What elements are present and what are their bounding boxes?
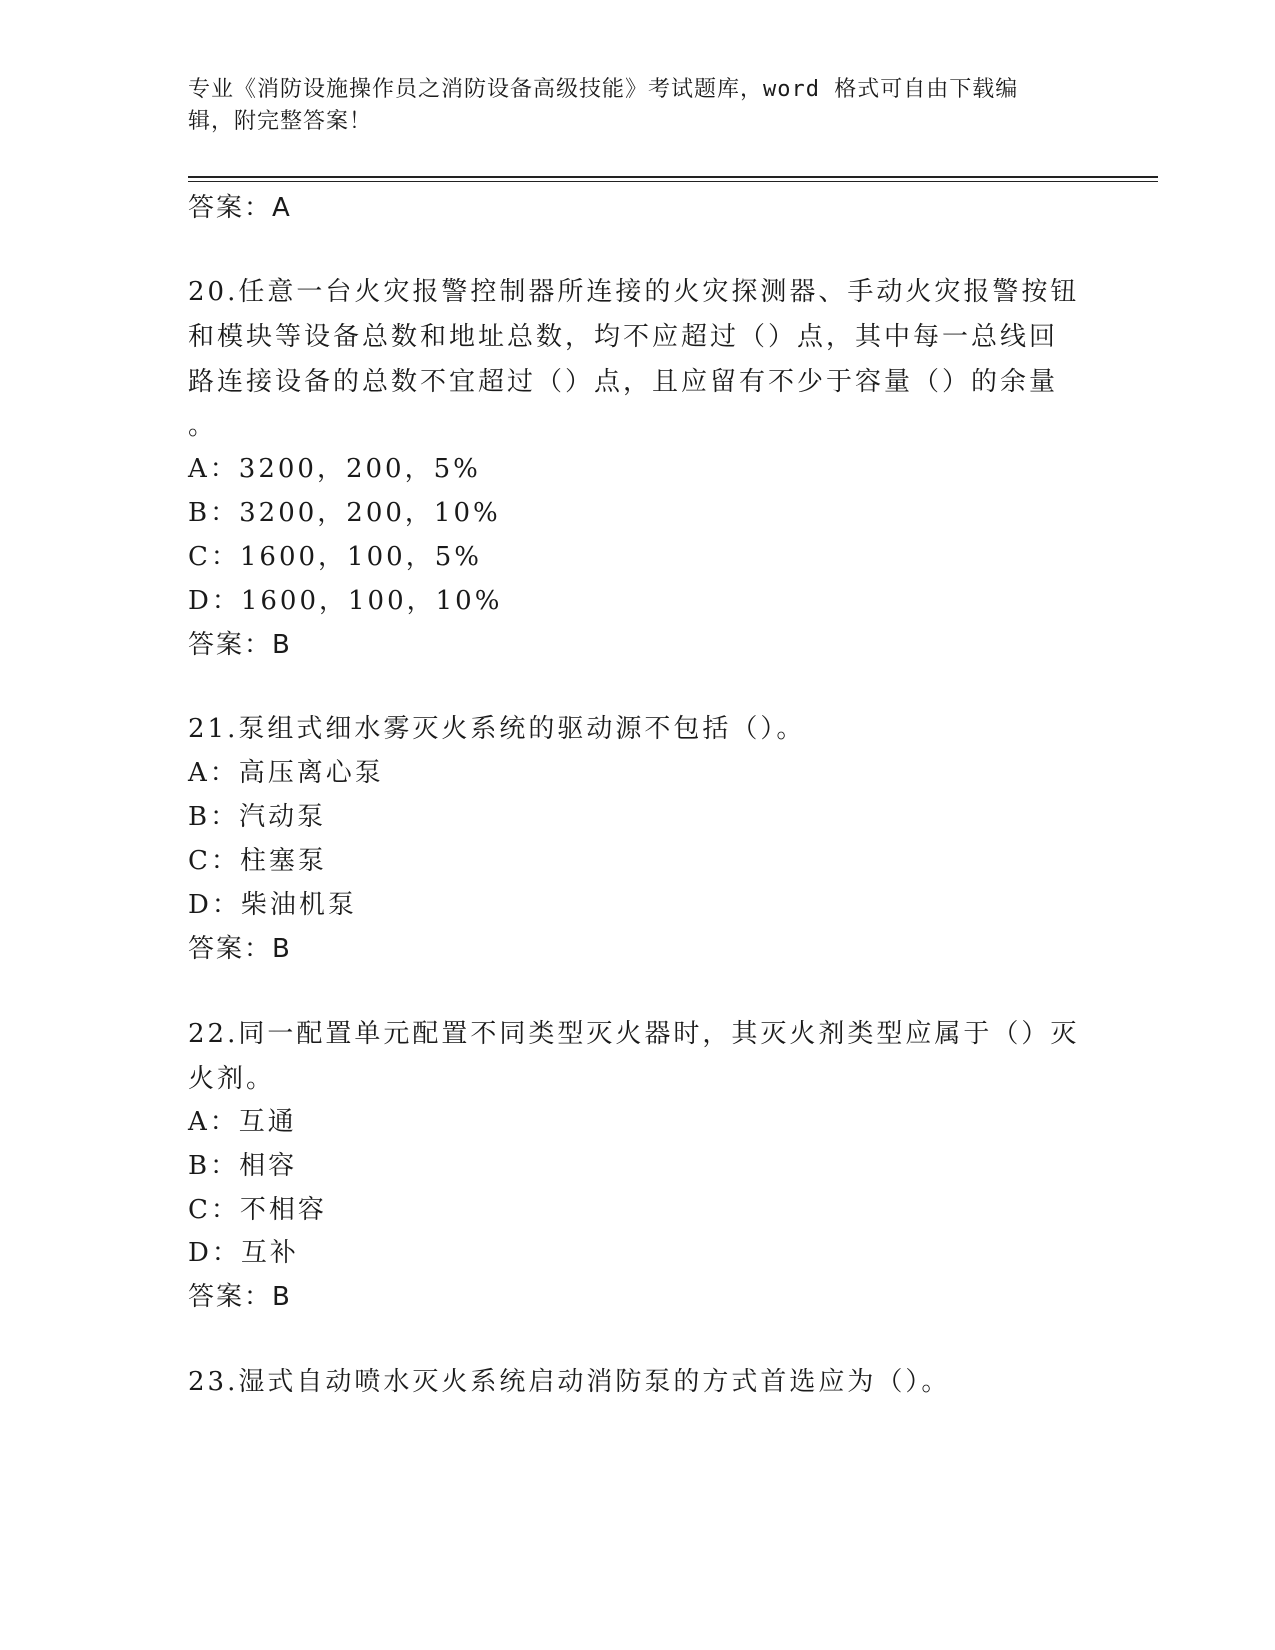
question-21-option-c: C：柱塞泵	[188, 846, 327, 876]
header-note	[188, 74, 1068, 138]
question-23-text-line-1: 23.湿式自动喷水灭火系统启动消防泵的方式首选应为（）。	[188, 1367, 951, 1397]
question-21-text-line-1: 21.泵组式细水雾灭火系统的驱动源不包括（）。	[188, 714, 806, 744]
question-22-option-b: B：相容	[188, 1151, 298, 1181]
question-20-text-line-3: 路连接设备的总数不宜超过（）点，且应留有不少于容量（）的余量	[188, 367, 1059, 397]
question-22-answer: 答案：B	[188, 1282, 292, 1312]
header-divider-thin	[188, 181, 1158, 182]
answer-previous: 答案：A	[188, 193, 292, 223]
question-22-text-line-2: 火剂。	[188, 1064, 276, 1094]
question-20-option-b: B：3200，200，10%	[188, 498, 501, 528]
question-20-text-line-2: 和模块等设备总数和地址总数，均不应超过（）点，其中每一总线回	[188, 322, 1059, 352]
header-note-line-1: 专业《消防设施操作员之消防设备高级技能》考试题库，word 格式可自由下载编	[188, 77, 1019, 102]
question-20-option-c: C：1600，100，5%	[188, 542, 482, 572]
question-21-answer: 答案：B	[188, 934, 292, 964]
question-22-option-a: A：互通	[188, 1107, 297, 1137]
question-20-option-a: A：3200，200，5%	[188, 454, 481, 484]
question-20-text-line-4: 。	[188, 411, 218, 441]
question-20-answer: 答案：B	[188, 630, 292, 660]
question-21-option-d: D：柴油机泵	[188, 890, 357, 920]
question-21-option-a: A：高压离心泵	[188, 758, 384, 788]
header-note-line-2: 辑，附完整答案！	[188, 109, 373, 134]
question-22-text-line-1: 22.同一配置单元配置不同类型灭火器时，其灭火剂类型应属于（）灭	[188, 1019, 1080, 1049]
header-divider-thick	[188, 176, 1158, 178]
question-21-option-b: B：汽动泵	[188, 802, 327, 832]
question-22-option-d: D：互补	[188, 1238, 299, 1268]
question-20-option-d: D：1600，100，10%	[188, 586, 503, 616]
question-22-option-c: C：不相容	[188, 1195, 327, 1225]
question-20-text-line-1: 20.任意一台火灾报警控制器所连接的火灾探测器、手动火灾报警按钮	[188, 277, 1080, 307]
